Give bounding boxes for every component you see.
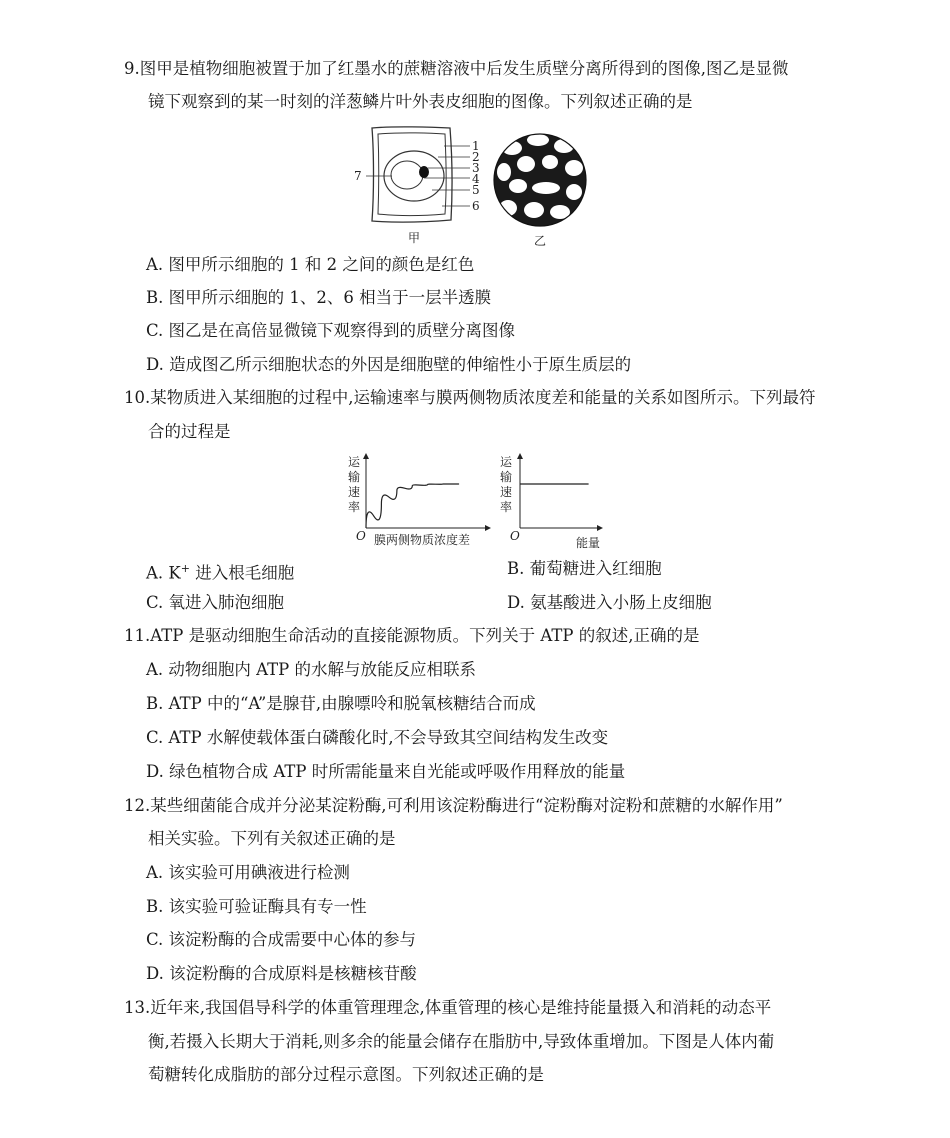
question-text-line1: 某些细菌能合成并分泌某淀粉酶,可利用该淀粉酶进行“淀粉酶对淀粉和蔗糖的水解作用” xyxy=(150,796,783,815)
ylabel-char: 输 xyxy=(348,470,361,484)
ylabel-char: 运 xyxy=(348,455,361,469)
label-7: 7 xyxy=(354,169,362,183)
figure-jia xyxy=(352,124,492,248)
q12-option-d[interactable]: D. 该淀粉酶的合成原料是核糖核苷酸 xyxy=(146,964,417,983)
option-a-text: 进入根毛细胞 xyxy=(189,563,295,583)
question-number: 13. xyxy=(124,998,151,1017)
question-number: 12. xyxy=(124,796,151,815)
question-13-line3: 萄糖转化成脂肪的部分过程示意图。下列叙述正确的是 xyxy=(148,1065,544,1084)
q10-option-c[interactable]: C. 氧进入肺泡细胞 xyxy=(146,593,285,612)
q9-option-c[interactable]: C. 图乙是在高倍显微镜下观察得到的质壁分离图像 xyxy=(146,321,516,340)
ylabel-char: 率 xyxy=(500,500,513,514)
question-10-line2: 合的过程是 xyxy=(148,422,231,441)
question-10 xyxy=(124,387,816,409)
label-4: 4 xyxy=(472,172,480,186)
label-2: 2 xyxy=(472,150,480,164)
q12-option-b[interactable]: B. 该实验可验证酶具有专一性 xyxy=(146,897,367,916)
option-a-sup: + xyxy=(180,562,190,575)
q9-option-a[interactable]: A. 图甲所示细胞的 1 和 2 之间的颜色是红色 xyxy=(146,255,475,274)
origin-label: O xyxy=(356,529,366,543)
q9-option-b[interactable]: B. 图甲所示细胞的 1、2、6 相当于一层半透膜 xyxy=(146,288,492,307)
ylabel-char: 速 xyxy=(348,485,361,499)
question-9 xyxy=(124,58,789,80)
caption-jia: 甲 xyxy=(408,231,421,245)
q11-option-b[interactable]: B. ATP 中的“A”是腺苷,由腺嘌呤和脱氧核糖结合而成 xyxy=(146,694,536,713)
q10-option-b[interactable]: B. 葡萄糖进入红细胞 xyxy=(507,559,662,578)
label-5: 5 xyxy=(472,183,480,197)
q12-option-c[interactable]: C. 该淀粉酶的合成需要中心体的参与 xyxy=(146,930,417,949)
caption-yi: 乙 xyxy=(534,234,547,248)
q10-option-d[interactable]: D. 氨基酸进入小肠上皮细胞 xyxy=(507,593,712,612)
ylabel-char: 输 xyxy=(500,470,513,484)
origin-label: O xyxy=(510,529,520,543)
question-12-line2: 相关实验。下列有关叙述正确的是 xyxy=(148,829,396,848)
question-number: 11. xyxy=(124,626,151,645)
series-line xyxy=(366,484,459,528)
question-9-line2: 镜下观察到的某一时刻的洋葱鳞片叶外表皮细胞的图像。下列叙述正确的是 xyxy=(148,92,693,111)
xlabel: 能量 xyxy=(576,536,601,550)
question-13-line2: 衡,若摄入长期大于消耗,则多余的能量会储存在脂肪中,导致体重增加。下图是人体内葡 xyxy=(148,1032,775,1051)
question-text-line1: 某物质进入某细胞的过程中,运输速率与膜两侧物质浓度差和能量的关系如图所示。下列最符 xyxy=(150,388,816,407)
label-1: 1 xyxy=(472,139,480,153)
label-3: 3 xyxy=(472,161,480,175)
q12-option-a[interactable]: A. 该实验可用碘液进行检测 xyxy=(146,863,350,882)
question-12 xyxy=(124,795,783,817)
q9-option-d[interactable]: D. 造成图乙所示细胞状态的外因是细胞壁的伸缩性小于原生质层的 xyxy=(146,355,632,374)
ylabel-char: 速 xyxy=(500,485,513,499)
question-number: 9. xyxy=(124,59,140,78)
question-13 xyxy=(124,997,771,1019)
q11-option-a[interactable]: A. 动物细胞内 ATP 的水解与放能反应相联系 xyxy=(146,660,477,679)
label-6: 6 xyxy=(472,199,480,213)
question-number: 10. xyxy=(124,388,151,407)
question-text-line1: 近年来,我国倡导科学的体重管理理念,体重管理的核心是维持能量摄入和消耗的动态平 xyxy=(150,998,772,1017)
question-text-line1: 图甲是植物细胞被置于加了红墨水的蔗糖溶液中后发生质壁分离所得到的图像,图乙是显微 xyxy=(139,59,789,78)
q10-option-a[interactable] xyxy=(146,558,294,585)
option-a-prefix: A. K xyxy=(146,563,181,583)
question-11 xyxy=(124,625,699,647)
ylabel-char: 率 xyxy=(348,500,361,514)
figure-yi xyxy=(492,124,592,248)
chart-energy xyxy=(496,452,606,552)
question-text-line1: ATP 是驱动细胞生命活动的直接能源物质。下列关于 ATP 的叙述,正确的是 xyxy=(150,626,700,645)
q11-option-d[interactable]: D. 绿色植物合成 ATP 时所需能量来自光能或呼吸作用释放的能量 xyxy=(146,762,626,781)
q11-option-c[interactable]: C. ATP 水解使载体蛋白磷酸化时,不会导致其空间结构发生改变 xyxy=(146,728,609,747)
ylabel-char: 运 xyxy=(500,455,513,469)
xlabel: 膜两侧物质浓度差 xyxy=(374,533,471,547)
chart-concentration xyxy=(344,452,494,552)
